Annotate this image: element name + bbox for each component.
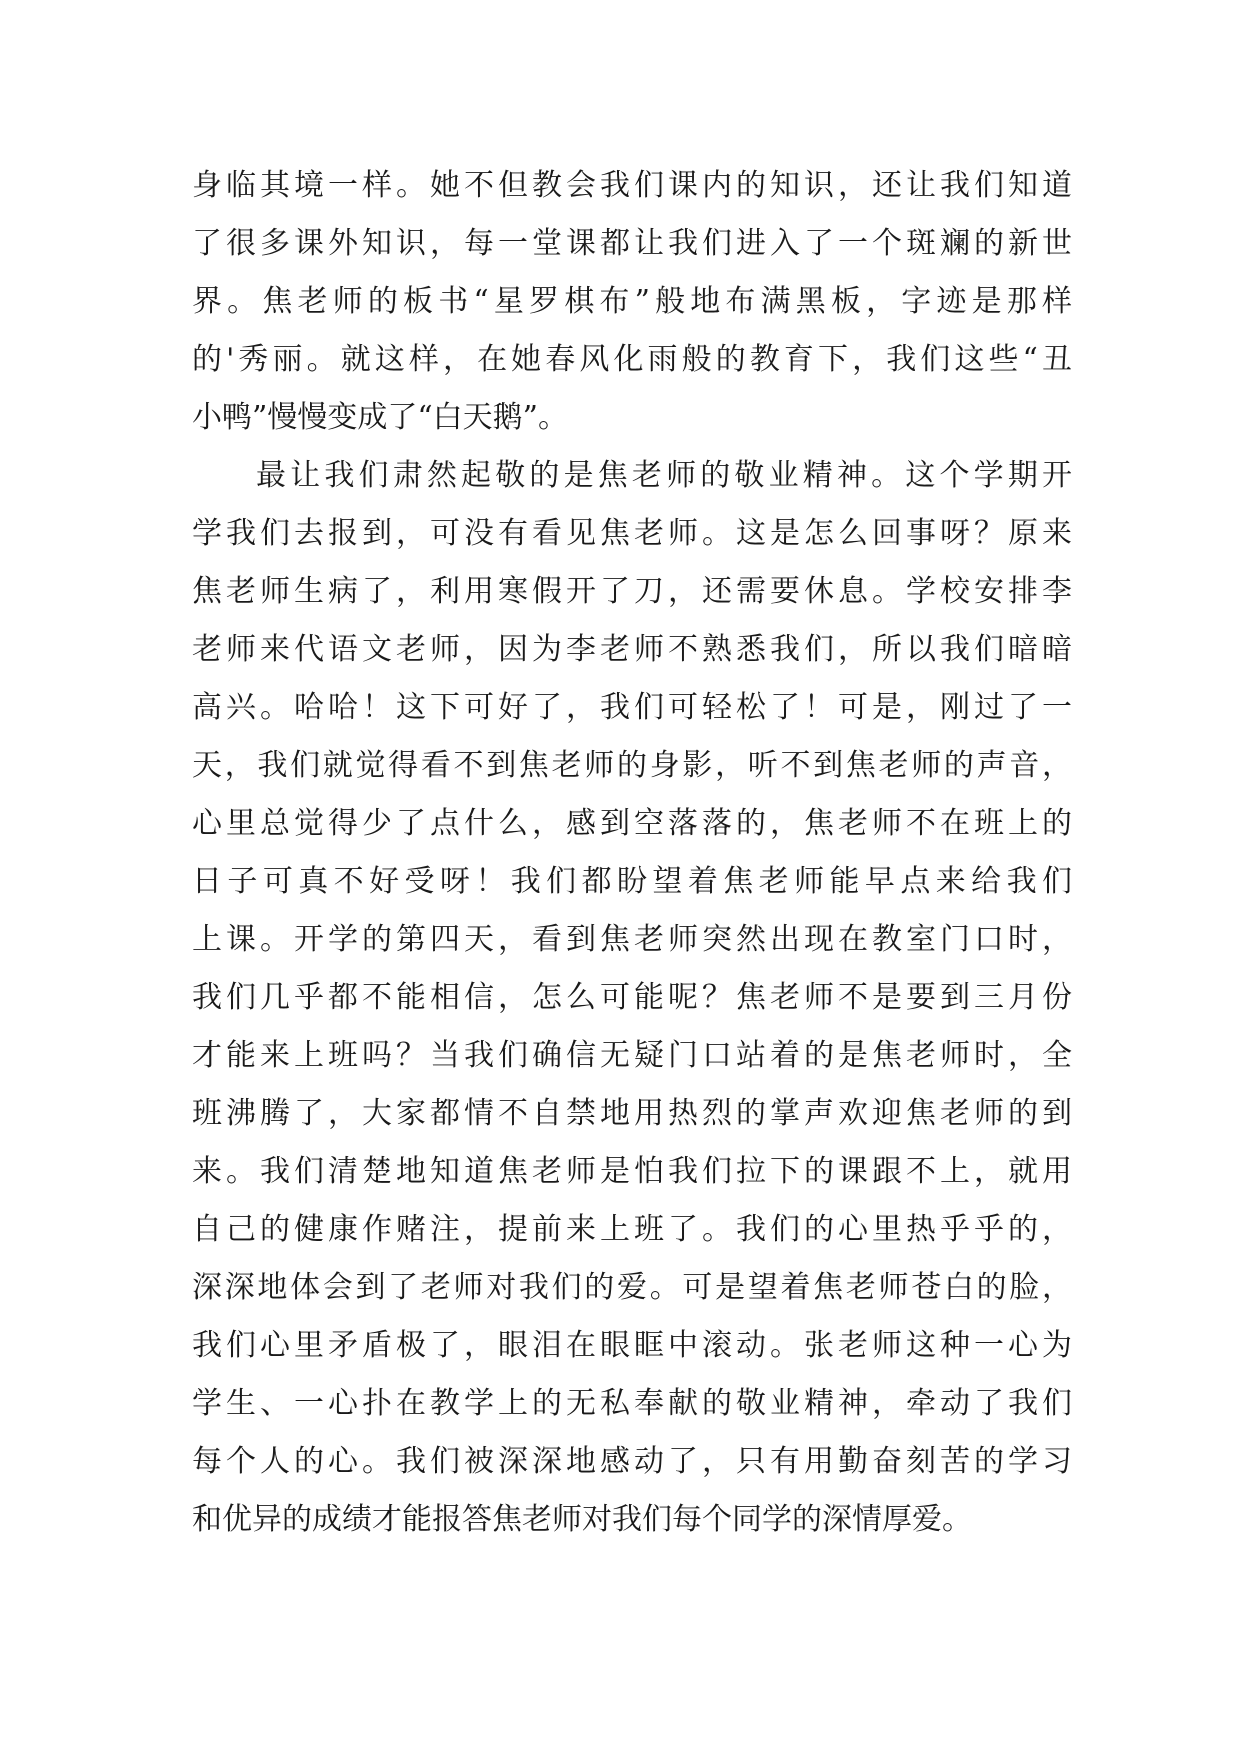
text-line: 深深地体会到了老师对我们的爱。可是望着焦老师苍白的脸， — [192, 1270, 1072, 1305]
text-line: 日子可真不好受呀！我们都盼望着焦老师能早点来给我们 — [192, 864, 1072, 899]
paragraph-2 — [192, 447, 1072, 1549]
text-line: 的'秀丽。就这样，在她春风化雨般的教育下，我们这些“丑 — [192, 342, 1072, 377]
text-line: 老师来代语文老师，因为李老师不熟悉我们，所以我们暗暗 — [192, 632, 1072, 667]
body-text — [192, 157, 1072, 1549]
text-line: 上课。开学的第四天，看到焦老师突然出现在教室门口时， — [192, 922, 1072, 957]
text-line: 我们心里矛盾极了，眼泪在眼眶中滚动。张老师这种一心为 — [192, 1328, 1072, 1363]
text-line: 焦老师生病了，利用寒假开了刀，还需要休息。学校安排李 — [192, 574, 1072, 609]
text-line: 学生、一心扑在教学上的无私奉献的敬业精神，牵动了我们 — [192, 1386, 1072, 1421]
text-line: 学我们去报到，可没有看见焦老师。这是怎么回事呀？原来 — [192, 516, 1072, 551]
text-line: 班沸腾了，大家都情不自禁地用热烈的掌声欢迎焦老师的到 — [192, 1096, 1072, 1131]
text-line: 和优异的成绩才能报答焦老师对我们每个同学的深情厚爱。 — [192, 1502, 972, 1537]
text-line: 才能来上班吗？当我们确信无疑门口站着的是焦老师时，全 — [192, 1038, 1072, 1073]
text-line: 心里总觉得少了点什么，感到空落落的，焦老师不在班上的 — [192, 806, 1072, 841]
paragraph-1 — [192, 157, 1072, 447]
text-line: 小鸭”慢慢变成了“白天鹅”。 — [192, 400, 569, 435]
text-line: 每个人的心。我们被深深地感动了，只有用勤奋刻苦的学习 — [192, 1444, 1072, 1479]
text-line: 了很多课外知识，每一堂课都让我们进入了一个斑斓的新世 — [192, 226, 1072, 261]
text-line: 来。我们清楚地知道焦老师是怕我们拉下的课跟不上，就用 — [192, 1154, 1072, 1189]
text-line: 界。焦老师的板书“星罗棋布”般地布满黑板，字迹是那样 — [192, 284, 1072, 319]
text-line: 最让我们肃然起敬的是焦老师的敬业精神。这个学期开 — [256, 458, 1072, 493]
text-line: 高兴。哈哈！这下可好了，我们可轻松了！可是，刚过了一 — [192, 690, 1072, 725]
text-line: 我们几乎都不能相信，怎么可能呢？焦老师不是要到三月份 — [192, 980, 1072, 1015]
text-line: 身临其境一样。她不但教会我们课内的知识，还让我们知道 — [192, 168, 1072, 203]
text-line: 自己的健康作赌注，提前来上班了。我们的心里热乎乎的， — [192, 1212, 1072, 1247]
text-line: 天，我们就觉得看不到焦老师的身影，听不到焦老师的声音， — [192, 748, 1072, 783]
